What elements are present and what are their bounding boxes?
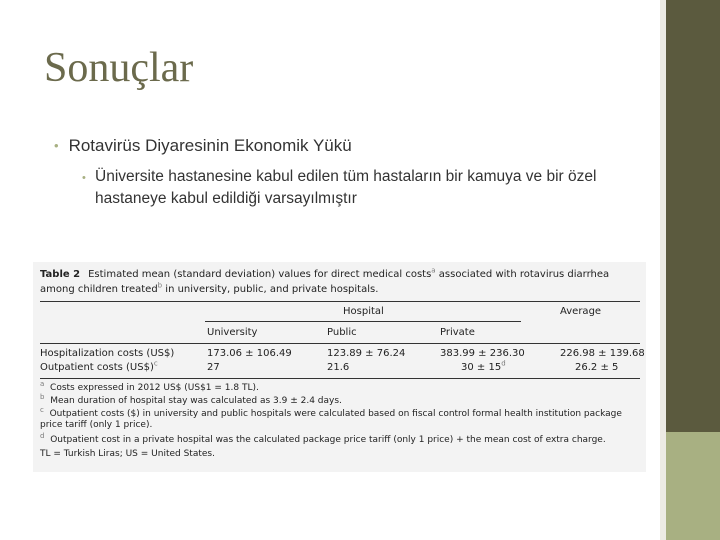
footnote-mark: a xyxy=(40,380,45,388)
table-label: Table 2 xyxy=(40,269,81,280)
row-label-outpatient-text: Outpatient costs (US$) xyxy=(40,362,154,373)
sidebar-edge-strip xyxy=(660,0,666,540)
cell-hosp-private: 383.99 ± 236.30 xyxy=(440,348,525,359)
row-label-hospitalization: Hospitalization costs (US$) xyxy=(40,348,175,359)
footnote-mark: b xyxy=(40,393,45,401)
table-bottom-rule xyxy=(40,378,640,379)
bullet-dot-icon: • xyxy=(82,172,86,184)
cell-outp-private xyxy=(461,359,506,373)
caption-text-1: Estimated mean (standard deviation) values for direct medical costs xyxy=(88,269,432,280)
cell-outp-private-sup: d xyxy=(501,359,506,368)
cell-outp-average: 26.2 ± 5 xyxy=(575,362,619,373)
cell-hosp-university: 173.06 ± 106.49 xyxy=(207,348,292,359)
footnote-text: Costs expressed in 2012 US$ (US$1 = 1.8 TL). xyxy=(50,383,259,393)
header-public: Public xyxy=(327,327,357,338)
footnote-d xyxy=(40,432,636,446)
caption-text-3: in university, public, and private hospitals. xyxy=(162,284,379,295)
header-hospital: Hospital xyxy=(343,306,384,317)
bullet-level-2 xyxy=(82,166,652,210)
sidebar-decoration-dark xyxy=(666,0,720,432)
footnote-text: Outpatient costs ($) in university and public hospitals were calculated based on fiscal control formal health institution package price tariff (only 1 price). xyxy=(40,409,622,430)
header-university: University xyxy=(207,327,258,338)
caption-text-2: associated with rotavirus diarrhea among children treated xyxy=(40,269,610,295)
bullet-dot-icon: • xyxy=(54,138,59,153)
bullet-level-1-text: Rotavirüs Diyaresinin Ekonomik Yükü xyxy=(68,136,352,155)
footnote-mark: c xyxy=(40,406,44,414)
footnote-abbrev: TL = Turkish Liras; US = United States. xyxy=(40,449,215,459)
table-top-rule xyxy=(40,301,640,302)
row-label-outpatient-sup: c xyxy=(153,359,158,368)
bullet-level-1 xyxy=(54,136,352,156)
cell-outp-university: 27 xyxy=(207,362,220,373)
cell-hosp-public: 123.89 ± 76.24 xyxy=(327,348,406,359)
slide-title: Sonuçlar xyxy=(44,45,194,91)
sidebar-decoration-light xyxy=(666,432,720,540)
header-private: Private xyxy=(440,327,475,338)
table-caption xyxy=(40,267,640,297)
caption-sup-b: b xyxy=(157,281,163,290)
cell-outp-private-text: 30 ± 15 xyxy=(461,362,502,373)
footnote-b xyxy=(40,393,342,407)
cell-hosp-average: 226.98 ± 139.68 xyxy=(560,348,645,359)
hospital-group-rule xyxy=(205,321,521,322)
cell-outp-public: 21.6 xyxy=(327,362,350,373)
header-average: Average xyxy=(560,306,602,317)
table-header-rule xyxy=(40,343,640,344)
bullet-level-2-text: Üniversite hastanesine kabul edilen tüm hastaların bir kamuya ve bir özel hastaneye kabul edildiği varsayılmıştır xyxy=(95,168,597,207)
caption-sup-a: a xyxy=(431,266,436,275)
footnote-c xyxy=(40,406,636,431)
row-label-outpatient xyxy=(40,359,158,373)
footnote-text: Outpatient cost in a private hospital was the calculated package price tariff (only 1 price) + the mean cost of extra charge. xyxy=(50,435,606,445)
footnote-text: Mean duration of hospital stay was calculated as 3.9 ± 2.4 days. xyxy=(50,396,342,406)
footnote-a xyxy=(40,380,259,394)
footnote-mark: d xyxy=(40,432,45,440)
cost-table-image xyxy=(33,262,646,472)
